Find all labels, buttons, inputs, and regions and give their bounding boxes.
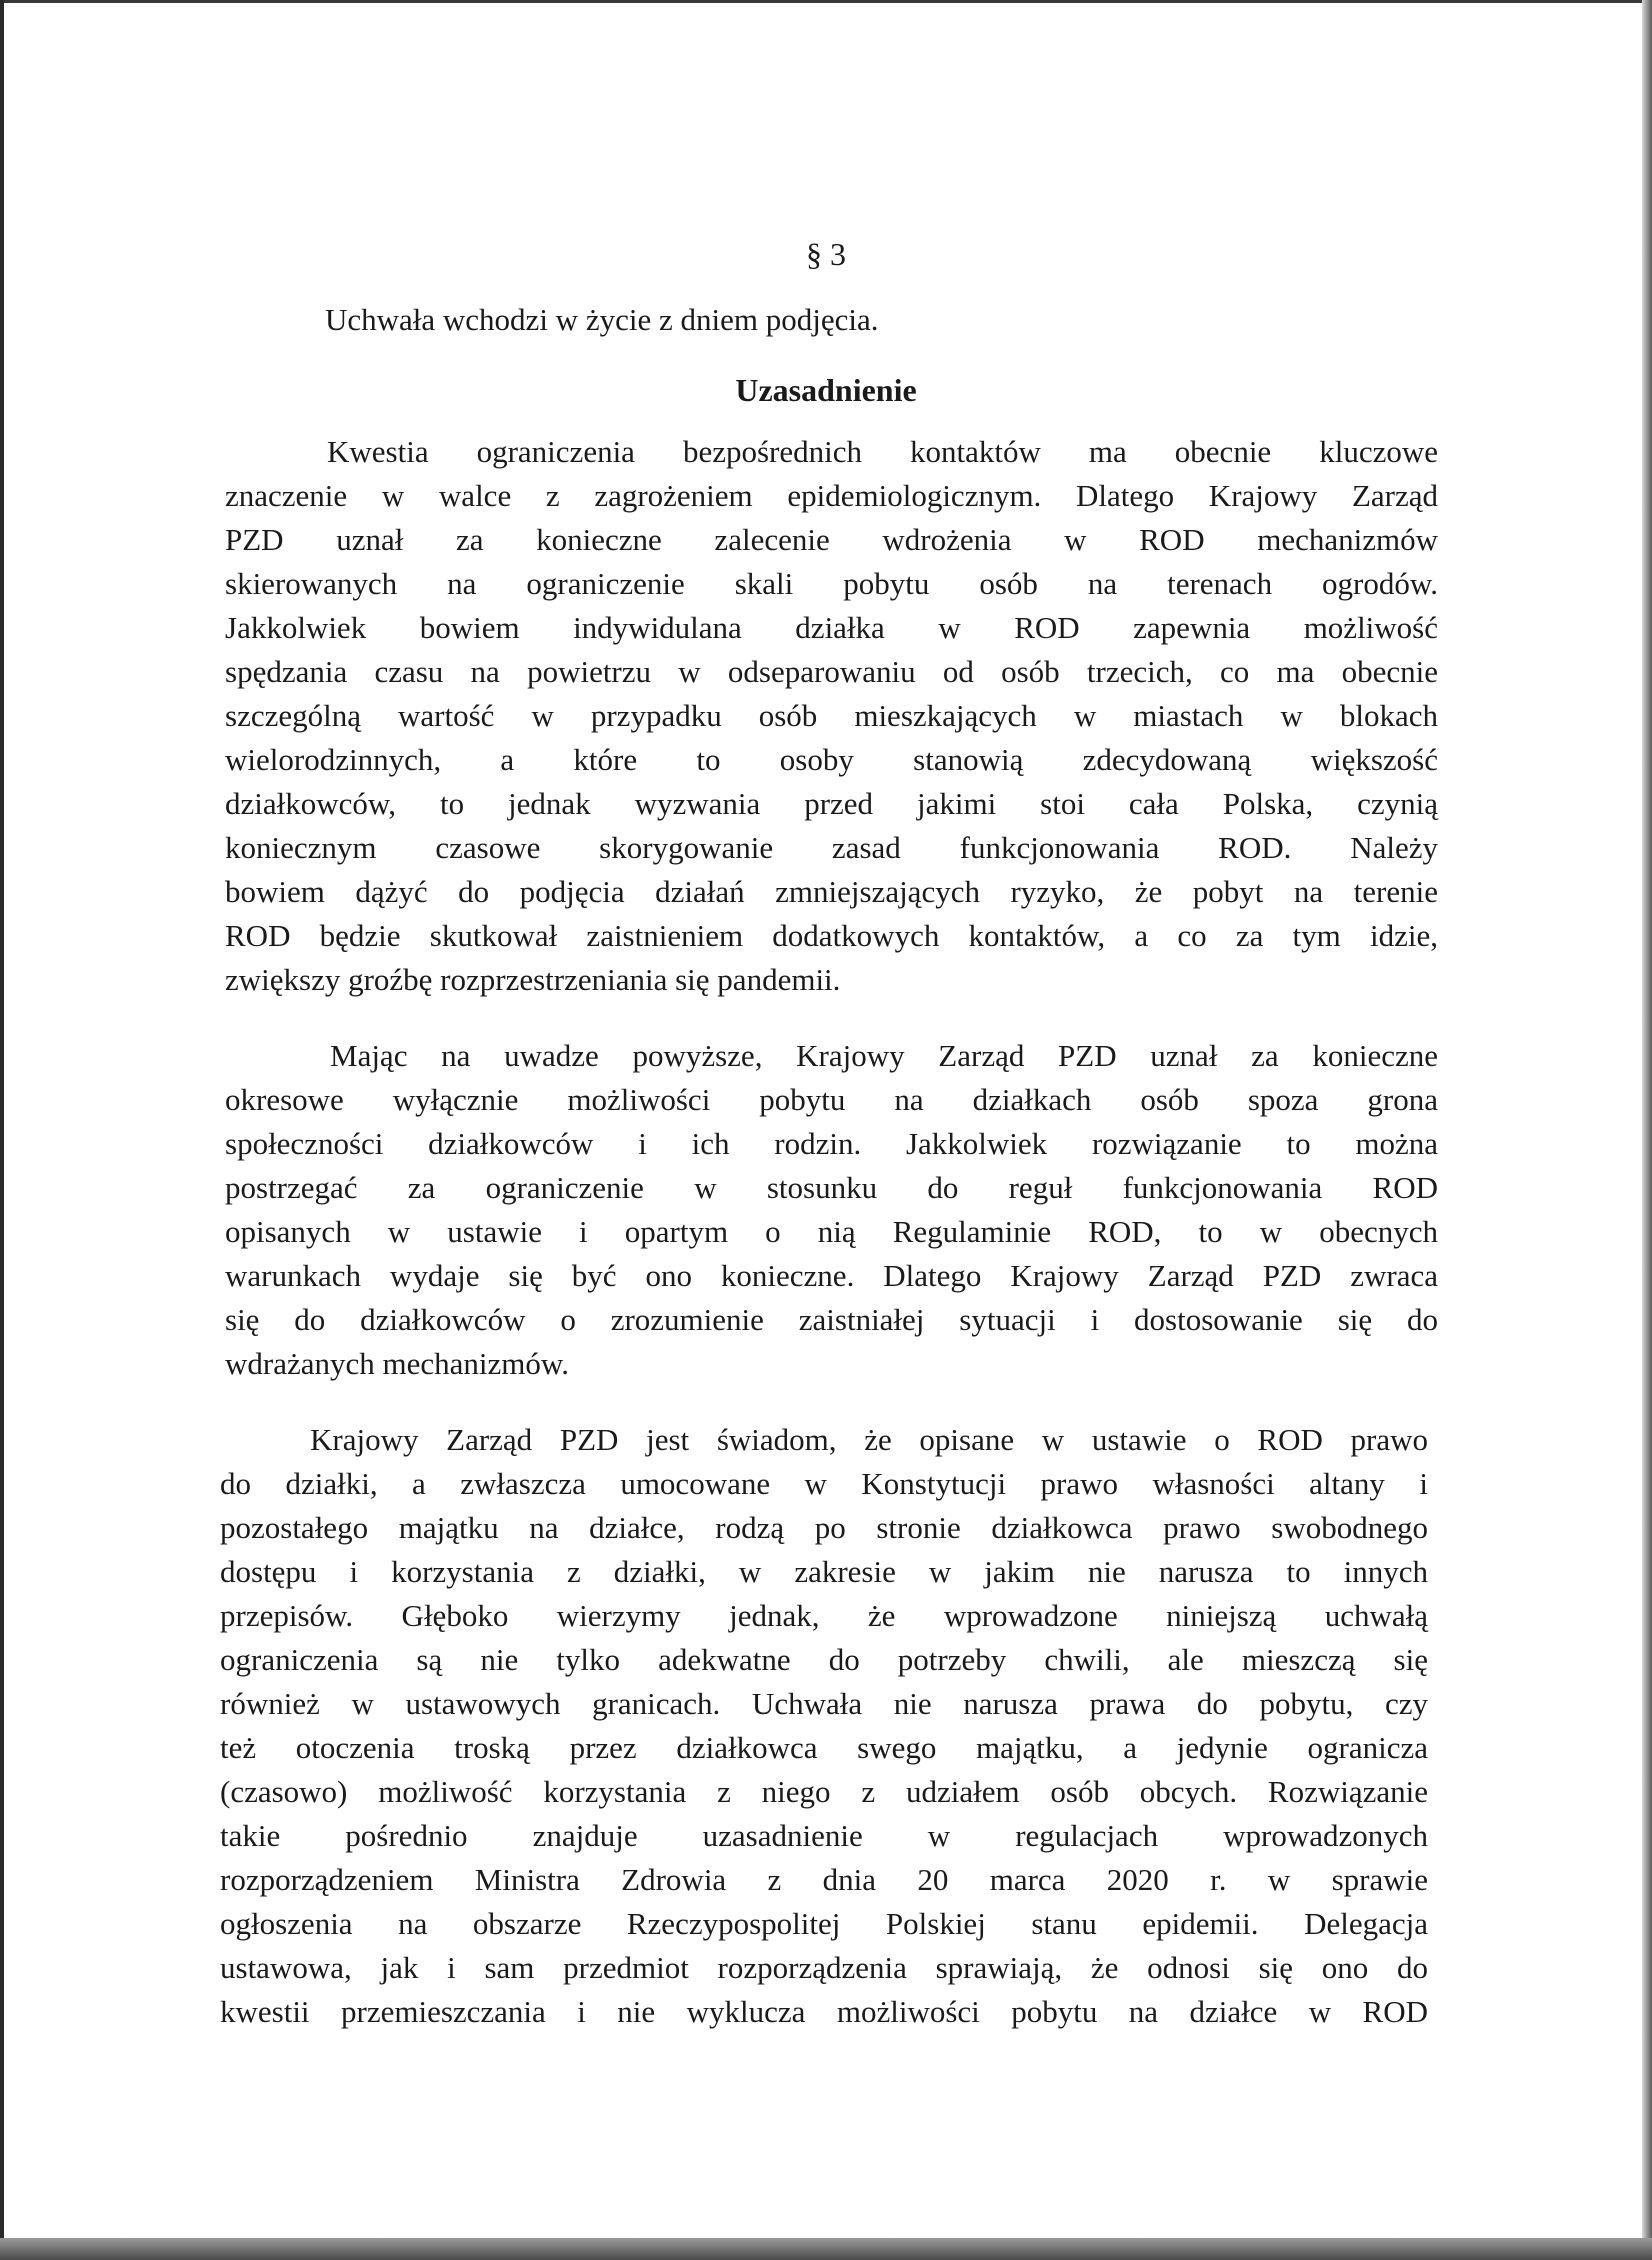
scan-edge-left [0,0,4,2260]
paragraph-line: ogłoszenia na obszarze Rzeczypospolitej Polskiej stanu epidemii. Delegacja [220,1906,1428,1941]
paragraph-line: dostępu i korzystania z działki, w zakresie w jakim nie narusza to innych [220,1554,1428,1589]
paragraph-line: szczególną wartość w przypadku osób mieszkających w miastach w blokach [225,698,1438,733]
paragraph-line: Kwestia ograniczenia bezpośrednich kontaktów ma obecnie kluczowe [327,434,1438,469]
paragraph-line: ustawowa, jak i sam przedmiot rozporządzenia sprawiają, że odnosi się ono do [220,1950,1428,1985]
scan-edge-top [0,0,1652,3]
paragraph-line: Mając na uwadze powyższe, Krajowy Zarząd PZD uznał za konieczne [330,1038,1438,1073]
paragraph-line: postrzegać za ograniczenie w stosunku do reguł funkcjonowania ROD [225,1170,1438,1205]
paragraph-line: społeczności działkowców i ich rodzin. Jakkolwiek rozwiązanie to można [225,1126,1438,1161]
paragraph-line: również w ustawowych granicach. Uchwała nie narusza prawa do pobytu, czy [220,1686,1428,1721]
paragraph-line: PZD uznał za konieczne zalecenie wdrożenia w ROD mechanizmów [225,522,1438,557]
paragraph-line: okresowe wyłącznie możliwości pobytu na działkach osób spoza grona [225,1082,1438,1117]
paragraph-line: się do działkowców o zrozumienie zaistniałej sytuacji i dostosowanie się do [225,1302,1438,1337]
paragraph-line: przepisów. Głęboko wierzymy jednak, że wprowadzone niniejszą uchwałą [220,1598,1428,1633]
paragraph-line: też otoczenia troską przez działkowca swego majątku, a jedynie ogranicza [220,1730,1428,1765]
resolution-effective-line: Uchwała wchodzi w życie z dniem podjęcia. [325,302,879,337]
paragraph-line: do działki, a zwłaszcza umocowane w Konstytucji prawo własności altany i [220,1466,1428,1501]
paragraph-line: (czasowo) możliwość korzystania z niego z udziałem osób obcych. Rozwiązanie [220,1774,1428,1809]
paragraph-line: opisanych w ustawie i opartym o nią Regulaminie ROD, to w obecnych [225,1214,1438,1249]
paragraph-line: kwestii przemieszczania i nie wyklucza możliwości pobytu na działce w ROD [220,1994,1428,2029]
section-number: § 3 [806,236,846,272]
paragraph-line: wielorodzinnych, a które to osoby stanowią zdecydowaną większość [225,742,1438,777]
paragraph-line: znaczenie w walce z zagrożeniem epidemiologicznym. Dlatego Krajowy Zarząd [225,478,1438,513]
paragraph-line: Jakkolwiek bowiem indywidulana działka w ROD zapewnia możliwość [225,610,1438,645]
justification-heading: Uzasadnienie [735,372,917,408]
paragraph-line: koniecznym czasowe skorygowanie zasad funkcjonowania ROD. Należy [225,830,1438,865]
paragraph-line: działkowców, to jednak wyzwania przed jakimi stoi cała Polska, czynią [225,786,1438,821]
scan-edge-bottom [0,2238,1652,2260]
paragraph-line: pozostałego majątku na działce, rodzą po stronie działkowca prawo swobodnego [220,1510,1428,1545]
paragraph-line: Krajowy Zarząd PZD jest świadom, że opisane w ustawie o ROD prawo [310,1422,1428,1457]
scan-edge-right [1642,0,1652,2260]
paragraph-line: ROD będzie skutkował zaistnieniem dodatkowych kontaktów, a co za tym idzie, [225,918,1438,953]
paragraph-line: spędzania czasu na powietrzu w odseparowaniu od osób trzecich, co ma obecnie [225,654,1438,689]
paragraph-line: skierowanych na ograniczenie skali pobytu osób na terenach ogrodów. [225,566,1438,601]
paragraph-line: warunkach wydaje się być ono konieczne. Dlatego Krajowy Zarząd PZD zwraca [225,1258,1438,1293]
paragraph-line: takie pośrednio znajduje uzasadnienie w regulacjach wprowadzonych [220,1818,1428,1853]
paragraph-line: zwiększy groźbę rozprzestrzeniania się pandemii. [225,962,841,997]
paragraph-line: rozporządzeniem Ministra Zdrowia z dnia 20 marca 2020 r. w sprawie [220,1862,1428,1897]
paragraph-line: bowiem dążyć do podjęcia działań zmniejszających ryzyko, że pobyt na terenie [225,874,1438,909]
paragraph-line: ograniczenia są nie tylko adekwatne do potrzeby chwili, ale mieszczą się [220,1642,1428,1677]
paragraph-line: wdrażanych mechanizmów. [225,1346,569,1381]
